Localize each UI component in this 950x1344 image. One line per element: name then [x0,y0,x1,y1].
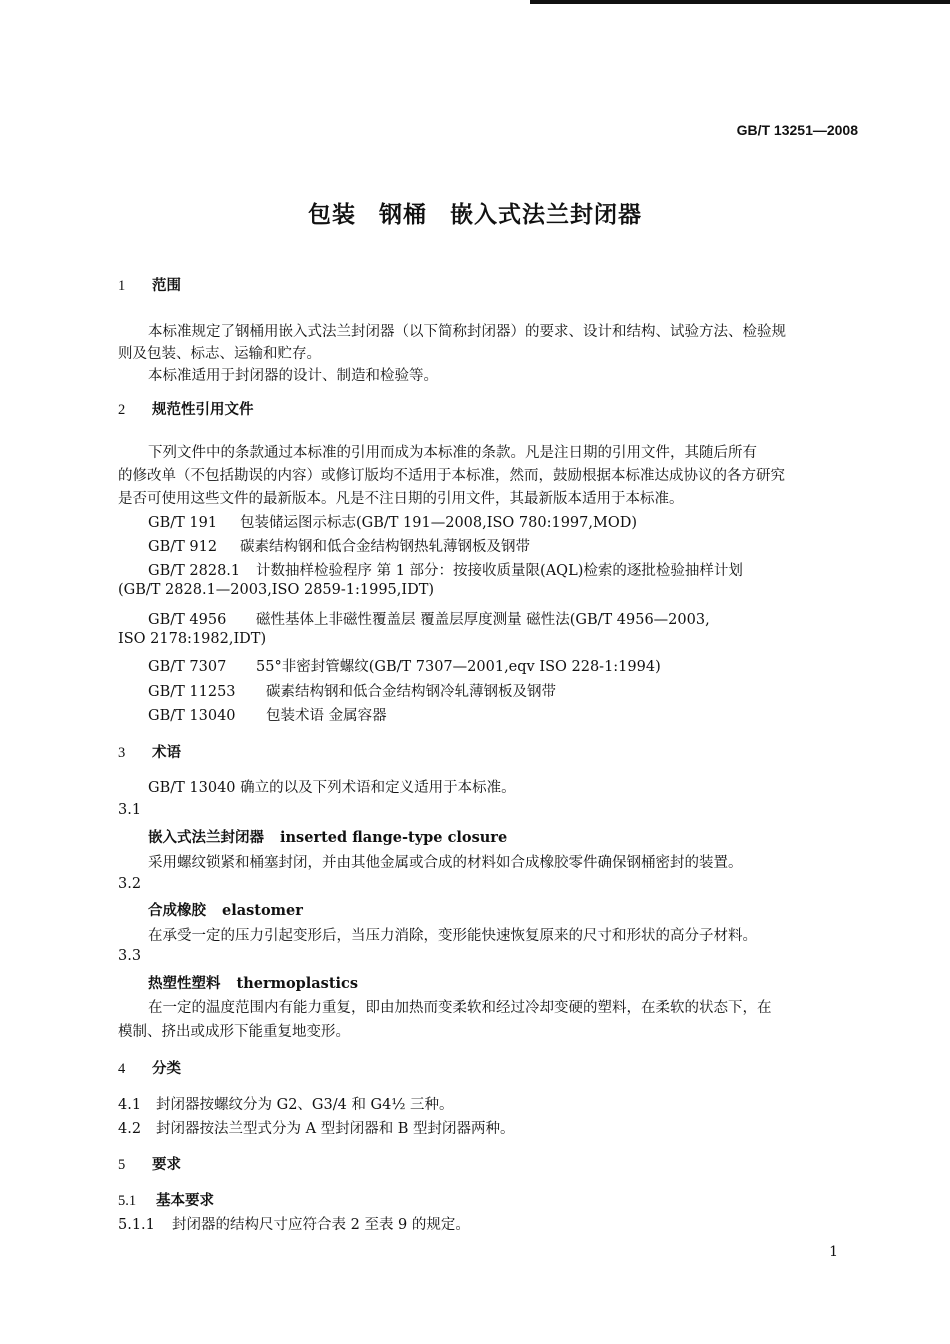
reference-code: GB/T 4956 [148,612,227,628]
clause-number: 3.1 [118,802,142,818]
section-1-heading [118,274,181,295]
term-entry [148,972,358,993]
reference-code: GB/T 7307 [148,659,227,675]
section-title: 规范性引用文件 [152,402,254,418]
term-english: inserted flange-type closure [280,829,508,846]
subsection-number: 5.1 [118,1193,137,1209]
paragraph: 是否可使用这些文件的最新版本。凡是不注日期的引用文件，其最新版本适用于本标准。 [118,491,684,507]
reference-title: 碳素结构钢和低合金结构钢冷轧薄钢板及钢带 [266,684,556,700]
top-rule [530,0,950,4]
section-title: 术语 [152,745,181,761]
term-chinese: 合成橡胶 [148,903,206,919]
section-title: 要求 [152,1157,181,1173]
reference-continuation: ISO 2178:1982,IDT) [118,631,267,647]
section-3-heading [118,741,181,762]
reference-item [148,680,556,701]
section-number: 5 [118,1157,126,1173]
reference-item [148,511,637,532]
reference-item [148,704,387,725]
term-english: elastomer [222,902,303,919]
page-title: 包装 钢桶 嵌入式法兰封闭器 [307,202,642,228]
reference-item [148,655,661,676]
clause-text: 封闭器的结构尺寸应符合表 2 至表 9 的规定。 [172,1217,470,1233]
reference-title: 计数抽样检验程序 第 1 部分：按接收质量限(AQL)检索的逐批检验抽样计划 [256,563,743,579]
clause-number: 4.1 [118,1097,142,1113]
clause-item [118,1117,515,1138]
reference-title: 碳素结构钢和低合金结构钢热轧薄钢板及钢带 [240,539,530,555]
paragraph: 则及包装、标志、运输和贮存。 [118,346,321,362]
reference-title: 包装术语 金属容器 [266,708,387,724]
term-definition: 在一定的温度范围内有能力重复，即由加热而变柔软和经过冷却变硬的塑料，在柔软的状态下，在 [148,1000,772,1016]
clause-item [118,1093,454,1114]
clause-number: 4.2 [118,1121,142,1137]
section-number: 2 [118,402,126,418]
reference-item [148,559,743,580]
clause-text: 封闭器按法兰型式分为 A 型封闭器和 B 型封闭器两种。 [156,1121,515,1137]
section-number: 4 [118,1061,126,1077]
paragraph: 本标准适用于封闭器的设计、制造和检验等。 [148,368,438,384]
reference-item [148,535,530,556]
section-2-heading [118,398,254,419]
reference-continuation: (GB/T 2828.1—2003,ISO 2859-1:1995,IDT) [118,582,435,598]
section-5-heading [118,1153,181,1174]
term-entry [148,899,303,920]
clause-number: 3.3 [118,948,142,964]
reference-item [148,608,710,629]
standard-number: GB/T 13251—2008 [736,122,858,138]
reference-code: GB/T 13040 [148,708,236,724]
term-entry [148,826,507,847]
subsection-title: 基本要求 [156,1193,214,1209]
reference-title: 55°非密封管螺纹(GB/T 7307—2001,eqv ISO 228-1:1994) [256,659,661,675]
paragraph: 下列文件中的条款通过本标准的引用而成为本标准的条款。凡是注日期的引用文件，其随后所有 [148,445,757,461]
term-chinese: 嵌入式法兰封闭器 [148,830,264,846]
section-number: 1 [118,278,126,294]
subsection-heading [118,1189,214,1210]
page-number: 1 [829,1244,838,1260]
section-number: 3 [118,745,126,761]
term-definition: 采用螺纹锁紧和桶塞封闭，并由其他金属或合成的材料如合成橡胶零件确保钢桶密封的装置。 [148,855,743,871]
paragraph: GB/T 13040 确立的以及下列术语和定义适用于本标准。 [148,780,516,796]
reference-code: GB/T 912 [148,539,218,555]
term-chinese: 热塑性塑料 [148,976,221,992]
paragraph: 的修改单（不包括勘误的内容）或修订版均不适用于本标准，然而，鼓励根据本标准达成协议的各方研究 [118,468,785,484]
clause-number: 5.1.1 [118,1217,155,1233]
reference-code: GB/T 11253 [148,684,236,700]
reference-title: 包装储运图示标志(GB/T 191—2008,ISO 780:1997,MOD) [240,515,637,531]
clause-item [118,1213,470,1234]
paragraph: 本标准规定了钢桶用嵌入式法兰封闭器（以下简称封闭器）的要求、设计和结构、试验方法、检验规 [148,324,786,340]
section-4-heading [118,1057,181,1078]
reference-code: GB/T 2828.1 [148,563,241,579]
term-english: thermoplastics [236,975,359,992]
reference-code: GB/T 191 [148,515,218,531]
term-definition: 在承受一定的压力引起变形后，当压力消除，变形能快速恢复原来的尺寸和形状的高分子材料。 [148,928,757,944]
term-definition: 模制、挤出或成形下能重复地变形。 [118,1024,350,1040]
reference-title: 磁性基体上非磁性覆盖层 覆盖层厚度测量 磁性法(GB/T 4956—2003, [256,612,710,628]
section-title: 范围 [152,278,181,294]
section-title: 分类 [152,1061,181,1077]
clause-number: 3.2 [118,876,142,892]
clause-text: 封闭器按螺纹分为 G2、G3/4 和 G4½ 三种。 [156,1097,454,1113]
